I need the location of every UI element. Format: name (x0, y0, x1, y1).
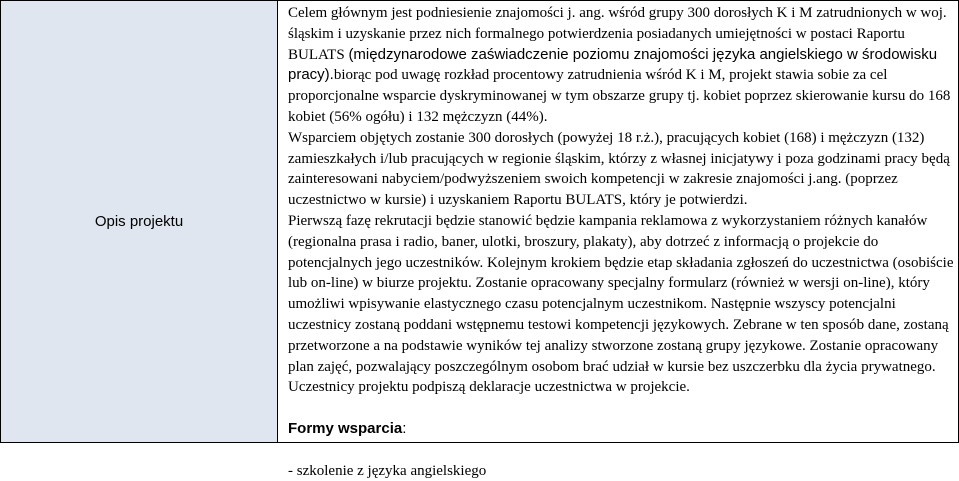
goal-line-3-rest: biorąc pod uwagę rozkład procentowy zatrudnienia wśród K i M, projekt stawia sobie za cel proporcjonalne wsparcie dyskryminowanej w tym obszarze grupy tj. kobiet poprzez skierowanie kursu do 168 kobiet (56% ogółu) i 132 mężczyzn (44%). (288, 67, 951, 125)
label-cell (1, 1, 278, 442)
goal-line-1: Celem głównym jest podniesienie znajomości j. ang. wśród grupy 300 dorosłych K i M zatrudnionych w woj. (288, 5, 947, 21)
blank-line (288, 398, 954, 419)
paragraph-goal (288, 3, 954, 128)
forms-item: - szkolenie z języka angielskiego (288, 462, 487, 479)
forms-colon: : (402, 419, 407, 437)
goal-line-3-sans: (międzynarodowe zaświadczenie poziomu znajomości języka angielskiego w środowisku pracy). (288, 45, 938, 84)
paragraph-recruitment: Pierwszą fazę rekrutacji będzie stanowić będzie kampania reklamowa z wykorzystaniem różnych kanałów (regionalna prasa i radio, baner, ulotki, broszury, plakaty), aby dotrzeć z informacją o projekcie do potencjalnych jego uczestników. Kolejnym krokiem będzie etap składania zgłoszeń do uczestnictwa (osobiście lub on-line) w biurze projektu. Zostanie opracowany specjalny formularz (również w wersji on-line), który umożliwi wpisywanie elastycznego czasu potencjalnym uczestnikom. Następnie wszyscy potencjalni uczestnicy zostaną poddani wstępnemu testowi kompetencji językowych. Zebrane w ten sposób dane, zostaną przetworzone a na podstawie wyników tej analizy stworzone zostaną grupy językowe. Zostanie opracowany plan zajęć, pozwalający poszczególnym osobom brać udział w kursie bez uszczerbku dla życia prywatnego. Uczestnicy projektu podpiszą deklaracje uczestnictwa w projekcie. (288, 212, 954, 396)
forms-title: Formy wsparcia (288, 419, 403, 437)
goal-line-2: śląskim i uzyskanie przez nich formalnego potwierdzenia posiadanych umiejętności w postaci Raportu BULATS (288, 25, 905, 63)
paragraph-participants: Wsparciem objętych zostanie 300 dorosłych (powyżej 18 r.ż.), pracujących kobiet (168) i mężczyzn (132) zamieszkałych i/lub pracujących w regionie śląskim, którzy z własnej inicjatywy i poza godzinami pracy będą zainteresowani nabyciem/podwyższeniem swoich kompetencji w zakresie znajomości j.ang. (poprzez uczestnictwo w kursie) i uzyskaniem Raportu BULATS, który je potwierdzi. (288, 129, 950, 209)
content-cell (288, 3, 954, 481)
row-label: Opis projektu (94, 213, 184, 230)
forms-heading (288, 419, 954, 440)
